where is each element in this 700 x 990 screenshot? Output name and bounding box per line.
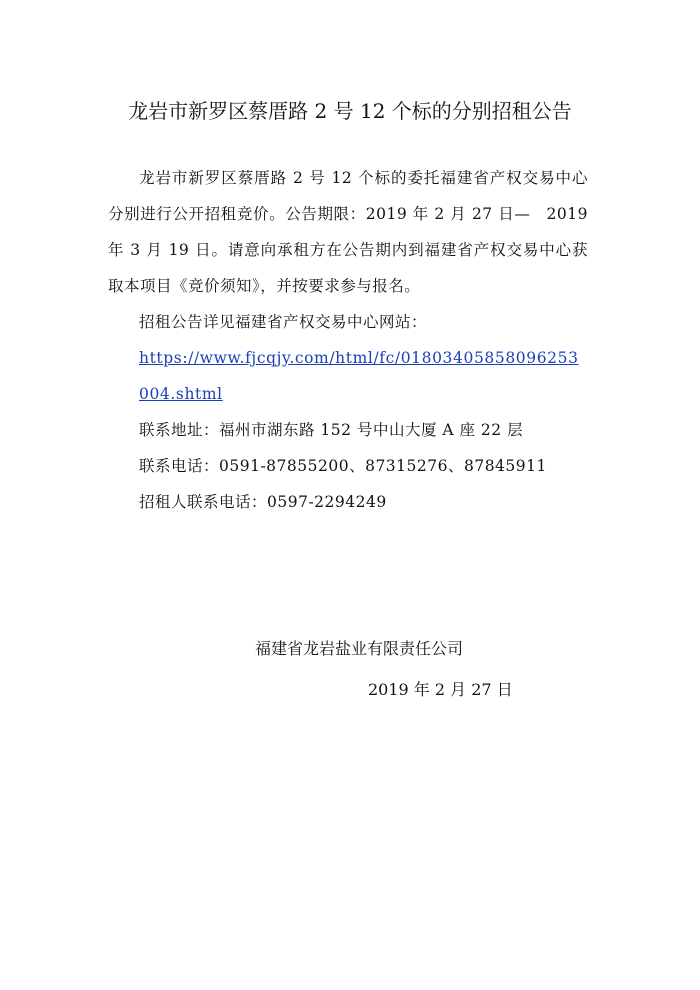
intro-paragraph: 龙岩市新罗区蔡厝路 2 号 12 个标的委托福建省产权交易中心分别进行公开招租竞价。公告期限：2019 年 2 月 27 日— 2019 年 3 月 19 日。请意向承租方在公告期内到福建省产权交易中心获取本项目《竞价须知》，并按要求参与报名。 bbox=[108, 169, 588, 295]
notice-url-link[interactable]: https://www.fjcqjy.com/html/fc/01803405858096253004.shtml bbox=[139, 349, 579, 403]
url-line bbox=[108, 340, 588, 412]
document-body bbox=[108, 160, 588, 520]
lessor-phone: 招租人联系电话：0597-2294249 bbox=[139, 493, 387, 511]
issue-date: 2019 年 2 月 27 日 bbox=[368, 680, 513, 699]
notice-line: 招租公告详见福建省产权交易中心网站： bbox=[139, 313, 428, 331]
contact-phone: 联系电话：0591-87855200、87315276、87845911 bbox=[139, 457, 547, 475]
document-title: 龙岩市新罗区蔡厝路 2 号 12 个标的分别招租公告 bbox=[128, 99, 572, 123]
contact-address: 联系地址：福州市湖东路 152 号中山大厦 A 座 22 层 bbox=[139, 421, 524, 439]
issuer-company: 福建省龙岩盐业有限责任公司 bbox=[255, 639, 464, 658]
